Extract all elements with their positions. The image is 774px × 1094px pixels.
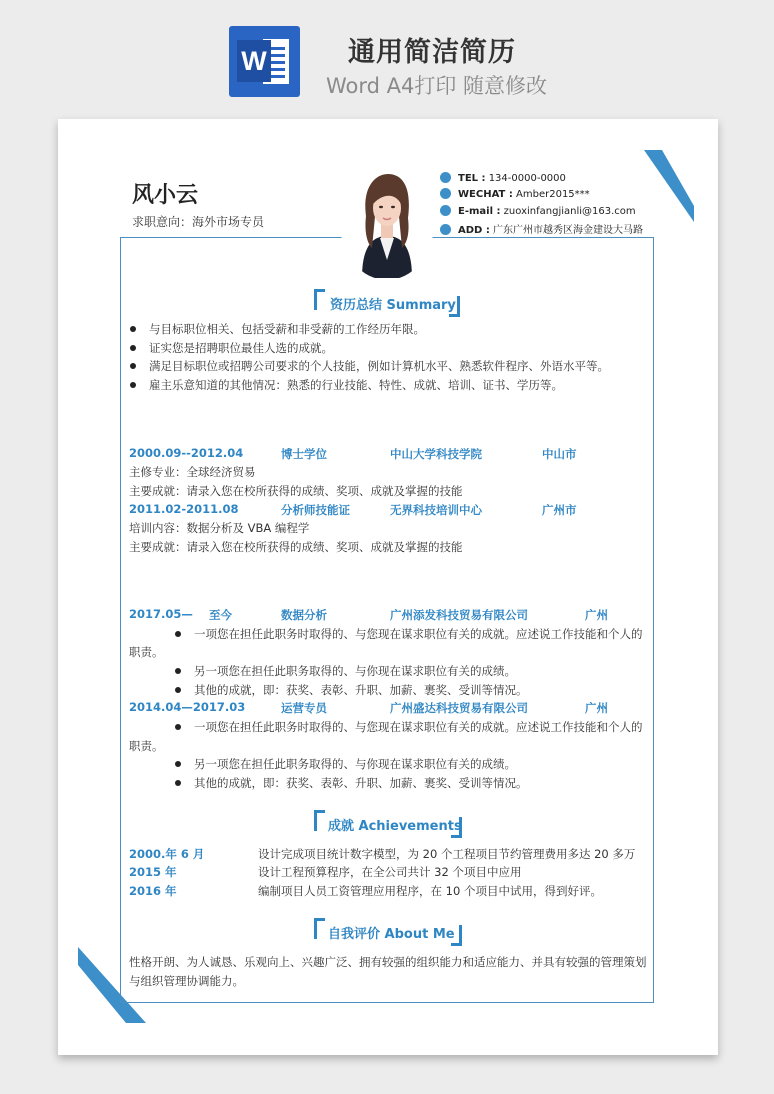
achievement-date: 2000.年 6 月 xyxy=(129,847,205,861)
edu-degree: 博士学位 xyxy=(281,447,327,461)
contact-wechat: WECHAT : Amber2015*** xyxy=(440,188,670,204)
edu-city: 中山市 xyxy=(542,447,577,461)
about-text: 性格开朗、为人诚恳、乐观向上、兴趣广泛、拥有较强的组织能力和适应能力、并具有较强的管理策划 xyxy=(129,955,647,969)
work-item: 一项您在担任此职务时取得的、与您现在谋求职位有关的成就。应述说工作技能和个人的 xyxy=(194,627,643,641)
edu-detail: 培训内容：数据分析及 VBA 编程学 xyxy=(129,521,310,535)
work-company: 广州盛达科技贸易有限公司 xyxy=(390,701,528,715)
edu-period: 2000.09--2012.04 xyxy=(129,446,244,460)
work-item: 其他的成就，即：获奖、表彰、升职、加薪、裹奖、受训等情况。 xyxy=(194,776,528,790)
edu-city: 广州市 xyxy=(542,503,577,517)
achievement-date: 2016 年 xyxy=(129,884,177,898)
location-icon xyxy=(440,224,451,235)
achievement-text: 编制项目人员工资管理应用程序，在 10 个项目中试用，得到好评。 xyxy=(258,884,602,898)
achievements-heading: 成就 Achievements xyxy=(314,810,462,838)
about-text: 与组织管理协调能力。 xyxy=(129,974,244,988)
summary-item: 证实您是招聘职位最佳人选的成就。 xyxy=(149,341,333,355)
summary-item: 满足目标职位或招聘公司要求的个人技能，例如计算机水平、熟悉软件程序、外语水平等。 xyxy=(149,359,609,373)
banner-subtitle: Word A4打印 随意修改 xyxy=(326,74,548,98)
banner xyxy=(0,0,774,110)
achievement-text: 设计工程预算程序，在全公司共计 32 个项目中应用 xyxy=(258,865,522,879)
profile-photo xyxy=(340,166,434,280)
edu-detail: 主要成就：请录入您在校所获得的成绩、奖项、成就及掌握的技能 xyxy=(129,540,463,554)
work-item-cont: 职责。 xyxy=(129,739,164,753)
work-item: 另一项您在担任此职务取得的、与你现在谋求职位有关的成绩。 xyxy=(194,664,516,678)
achievement-text: 设计完成项目统计数字模型，为 20 个工程项目节约管理费用多达 20 多万 xyxy=(258,847,636,861)
work-item: 另一项您在担任此职务取得的、与你现在谋求职位有关的成绩。 xyxy=(194,757,516,771)
word-logo-letter: W xyxy=(237,40,271,82)
contact-email: E-mail : zuoxinfangjianli@163.com xyxy=(440,205,670,221)
work-period: 2014.04—2017.03 xyxy=(129,700,246,714)
wechat-icon xyxy=(440,188,451,199)
summary-item: 雇主乐意知道的其他情况：熟悉的行业技能、特性、成就、培训、证书、学历等。 xyxy=(149,378,563,392)
achievement-date: 2015 年 xyxy=(129,865,177,879)
work-item-cont: 职责。 xyxy=(129,645,164,659)
work-period: 2017.05— xyxy=(129,607,193,621)
work-role: 运营专员 xyxy=(281,701,327,715)
banner-title: 通用简洁简历 xyxy=(348,37,516,68)
mail-icon xyxy=(440,205,451,216)
word-logo-icon xyxy=(229,26,300,97)
summary-heading: 资历总结 Summary xyxy=(314,289,460,317)
contact-phone: TEL : 134-0000-0000 xyxy=(440,172,670,188)
edu-period: 2011.02-2011.08 xyxy=(129,502,239,516)
summary-item: 与目标职位相关、包括受薪和非受薪的工作经历年限。 xyxy=(149,322,425,336)
contact-address: ADD : 广东广州市越秀区海金建设大马路 xyxy=(440,221,670,237)
candidate-name: 风小云 xyxy=(132,183,199,208)
about-heading: 自我评价 About Me xyxy=(314,918,462,946)
job-intent: 求职意向：海外市场专员 xyxy=(132,215,265,229)
work-city: 广州 xyxy=(585,608,608,622)
edu-school: 中山大学科技学院 xyxy=(390,447,482,461)
edu-detail: 主修专业：全球经济贸易 xyxy=(129,465,256,479)
edu-school: 无界科技培训中心 xyxy=(390,503,482,517)
phone-icon xyxy=(440,172,451,183)
work-item: 其他的成就，即：获奖、表彰、升职、加薪、裹奖、受训等情况。 xyxy=(194,683,528,697)
work-item: 一项您在担任此职务时取得的、与您现在谋求职位有关的成就。应述说工作技能和个人的 xyxy=(194,720,643,734)
work-role: 数据分析 xyxy=(281,608,327,622)
edu-degree: 分析师技能证 xyxy=(281,503,350,517)
edu-detail: 主要成就：请录入您在校所获得的成绩、奖项、成就及掌握的技能 xyxy=(129,484,463,498)
work-period-end: 至今 xyxy=(209,608,232,622)
work-company: 广州添发科技贸易有限公司 xyxy=(390,608,528,622)
work-city: 广州 xyxy=(585,701,608,715)
